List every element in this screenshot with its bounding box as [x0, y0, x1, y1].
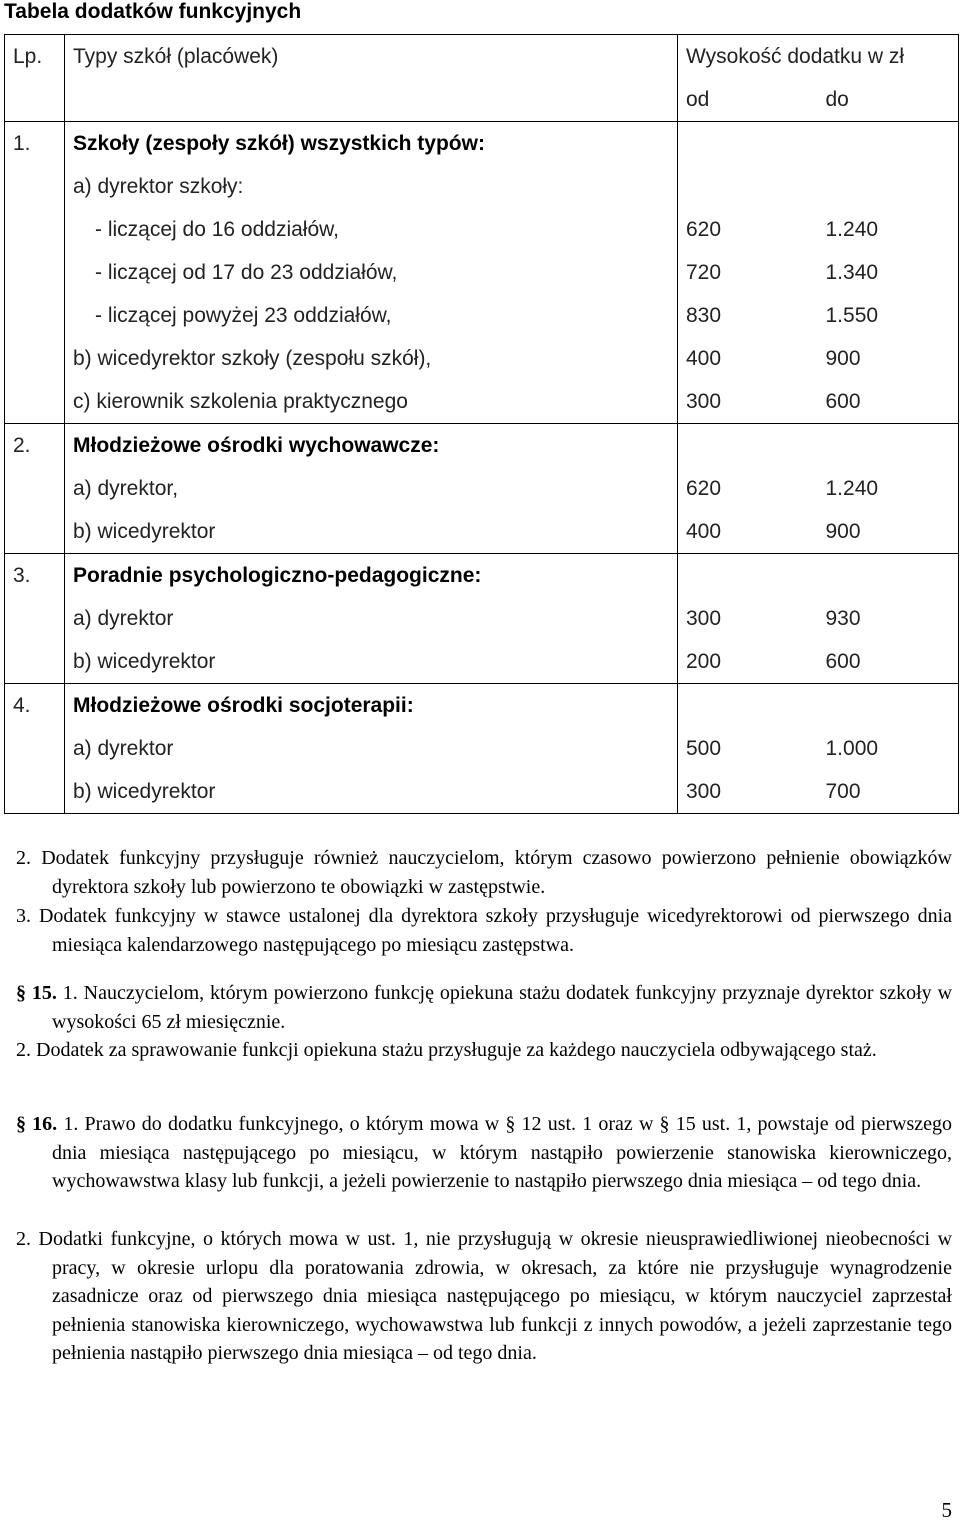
section-number: § 15. — [16, 982, 57, 1004]
group-number: 2. — [13, 434, 31, 457]
value-to: 600 — [825, 390, 861, 413]
value-to: 1.000 — [825, 737, 879, 760]
group-heading: Młodzieżowe ośrodki socjoterapii: — [73, 694, 414, 717]
paragraph-number: 3. — [16, 905, 31, 927]
value-from: 400 — [686, 520, 722, 543]
value-to: 1.550 — [825, 304, 879, 327]
row-label: - liczącej do 16 oddziałów, — [95, 218, 339, 241]
row-label: - liczącej powyżej 23 oddziałów, — [95, 304, 392, 327]
row-label: b) wicedyrektor — [73, 780, 216, 803]
group-number: 4. — [13, 694, 31, 717]
paragraph-text: Prawo do dodatku funkcyjnego, o którym mowa w § 12 ust. 1 oraz w § 15 ust. 1, powstaje od pierwszego dnia miesiąca następującego po miesiącu, w którym nastąpiło powierzenie stanowiska kierowniczego, wychowawstwa klasy lub funkcji, a jeżeli powierzenie to nastąpiło pierwszego dnia miesiąca – od tego dnia. — [52, 1113, 953, 1192]
value-to: 600 — [825, 650, 861, 673]
value-from: 720 — [686, 261, 722, 284]
value-from: 400 — [686, 347, 722, 370]
paragraph — [16, 979, 953, 1036]
paragraph-text: Dodatek za sprawowanie funkcji opiekuna stażu przysługuje za każdego nauczyciela odbywającego staż. — [36, 1039, 877, 1061]
section-number: § 16. — [16, 1113, 58, 1135]
row-label: b) wicedyrektor — [73, 520, 216, 543]
value-to: 900 — [825, 520, 861, 543]
value-from: 500 — [686, 737, 722, 760]
value-from: 300 — [686, 390, 722, 413]
page-number: 5 — [941, 1498, 952, 1522]
paragraph-number: 1. — [62, 982, 78, 1004]
value-from: 620 — [686, 218, 722, 241]
row-label: b) wicedyrektor szkoły (zespołu szkół), — [73, 347, 432, 370]
group-heading: Szkoły (zespoły szkół) wszystkich typów: — [73, 132, 485, 155]
paragraph-text: Dodatki funkcyjne, o których mowa w ust. 1, nie przysługują w okresie nieusprawiedliwionej nieobecności w pracy, w okresie urlopu dla poratowania zdrowia, w okresach, za które nie przysługuje wynagrodzenie zasadnicze oraz od pierwszego dnia miesiąca następującego po miesiącu, w którym nauczyciel zaprzestał pełnienia stanowiska kierowniczego, wychowawstwa lub funkcji z innych powodów, a jeżeli zaprzestanie tego pełnienia nastąpiło pierwszego dnia miesiąca – od tego dnia. — [38, 1228, 953, 1364]
group-heading: Młodzieżowe ośrodki wychowawcze: — [73, 434, 440, 457]
value-from: 830 — [686, 304, 722, 327]
row-label: - liczącej od 17 do 23 oddziałów, — [95, 261, 398, 284]
value-to: 1.240 — [825, 218, 879, 241]
paragraph-text: Dodatek funkcyjny przysługuje również nauczycielom, którym czasowo powierzono pełnienie obowiązków dyrektora szkoły lub powierzono te obowiązki w zastępstwie. — [41, 847, 953, 898]
paragraph — [16, 1110, 953, 1196]
group-number: 3. — [13, 564, 31, 587]
paragraph — [16, 902, 952, 959]
paragraph — [16, 1036, 952, 1065]
header-type: Typy szkół (placówek) — [65, 35, 678, 122]
row-label: a) dyrektor — [73, 607, 174, 630]
paragraph-number: 2. — [16, 1228, 31, 1250]
table-row — [5, 424, 959, 554]
row-label: b) wicedyrektor — [73, 650, 216, 673]
group-number: 1. — [13, 132, 31, 155]
value-from: 200 — [686, 650, 722, 673]
paragraph-number: 2. — [16, 1039, 31, 1061]
header-amount: Wysokość dodatku w zł — [678, 35, 959, 79]
value-to: 900 — [825, 347, 861, 370]
paragraph-text: Nauczycielom, którym powierzono funkcję opiekuna stażu dodatek funkcyjny przyznaje dyrektor szkoły w wysokości 65 zł miesięcznie. — [52, 982, 953, 1033]
header-to: do — [818, 78, 959, 122]
allowance-table — [4, 34, 958, 814]
header-from: od — [678, 78, 818, 122]
value-to: 930 — [825, 607, 861, 630]
page-title: Tabela dodatków funkcyjnych — [4, 0, 302, 23]
table-header-row — [5, 35, 959, 79]
paragraph — [16, 844, 953, 901]
row-label: a) dyrektor szkoły: — [73, 175, 244, 198]
table-row — [5, 684, 959, 814]
table-row — [5, 122, 959, 424]
row-label: a) dyrektor — [73, 737, 174, 760]
value-to: 1.340 — [825, 261, 879, 284]
paragraph-number: 2. — [16, 847, 31, 869]
value-from: 620 — [686, 477, 722, 500]
value-to: 1.240 — [825, 477, 879, 500]
row-label: c) kierownik szkolenia praktycznego — [73, 390, 408, 413]
paragraph — [16, 1225, 953, 1368]
value-from: 300 — [686, 607, 722, 630]
header-lp: Lp. — [5, 35, 65, 122]
table-row — [5, 554, 959, 684]
paragraph-number: 1. — [63, 1113, 79, 1135]
value-to: 700 — [825, 780, 861, 803]
group-heading: Poradnie psychologiczno-pedagogiczne: — [73, 564, 482, 587]
value-from: 300 — [686, 780, 722, 803]
paragraph-text: Dodatek funkcyjny w stawce ustalonej dla dyrektora szkoły przysługuje wicedyrektorowi od pierwszego dnia miesiąca kalendarzowego następującego po miesiącu zastępstwa. — [38, 905, 952, 956]
row-label: a) dyrektor, — [73, 477, 179, 500]
